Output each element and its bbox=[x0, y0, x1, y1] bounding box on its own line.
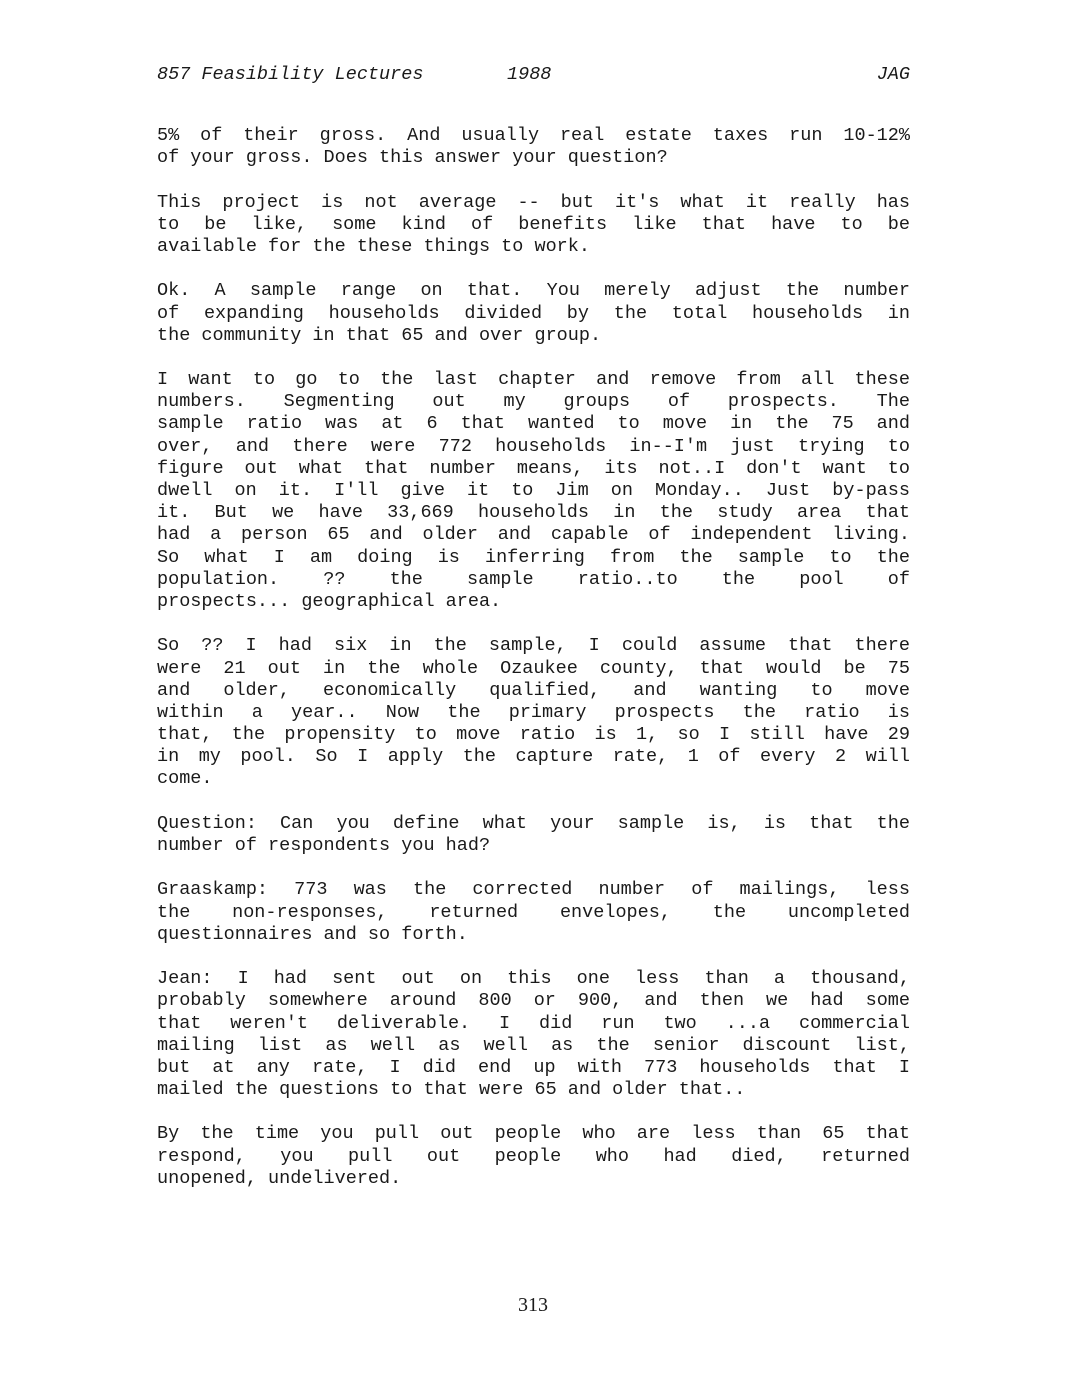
text-line: the community in that 65 and over group. bbox=[157, 324, 602, 346]
text-line: Graaskamp: 773 was the corrected number of mailings, less bbox=[157, 879, 910, 901]
header-year: 1988 bbox=[507, 64, 552, 85]
text-line: Question: Can you define what your sample is, is that the bbox=[157, 812, 910, 834]
header-author: JAG bbox=[876, 64, 910, 85]
text-line: sample ratio was at 6 that wanted to move in the 75 and bbox=[157, 413, 910, 435]
text-line: it. But we have 33,669 households in the study area that bbox=[157, 502, 910, 524]
text-line: Jean: I had sent out on this one less than a thousand, bbox=[157, 968, 910, 990]
text-line: dwell on it. I'll give it to Jim on Monday.. Just by-pass bbox=[157, 480, 910, 501]
text-line: in my pool. So I apply the capture rate, 1 of every 2 will bbox=[157, 746, 910, 768]
text-line: come. bbox=[157, 768, 213, 790]
transcript-paragraph bbox=[157, 369, 910, 613]
text-line: available for the these things to work. bbox=[157, 235, 590, 257]
text-line: By the time you pull out people who are less than 65 that bbox=[157, 1123, 910, 1145]
transcript-paragraph bbox=[157, 635, 910, 790]
text-line: 5% of their gross. And usually real estate taxes run 10-12% bbox=[157, 125, 910, 146]
text-line: respond, you pull out people who had died, returned bbox=[157, 1145, 910, 1167]
transcript-paragraph bbox=[157, 879, 910, 946]
transcript-paragraph bbox=[157, 192, 910, 259]
transcript-paragraph bbox=[157, 968, 910, 1101]
page-number: 313 bbox=[518, 1294, 548, 1316]
transcript-paragraph bbox=[157, 1123, 910, 1190]
transcript-paragraph bbox=[157, 280, 910, 347]
transcript-paragraph bbox=[157, 125, 910, 169]
text-line: mailed the questions to that were 65 and older that.. bbox=[157, 1079, 746, 1101]
text-line: of your gross. Does this answer your question? bbox=[157, 147, 668, 169]
text-line: but at any rate, I did end up with 773 households that I bbox=[157, 1056, 910, 1078]
text-line: questionnaires and so forth. bbox=[157, 923, 468, 945]
text-line: unopened, undelivered. bbox=[157, 1167, 402, 1189]
text-line: within a year.. Now the primary prospects the ratio is bbox=[157, 701, 910, 723]
transcript-paragraph bbox=[157, 813, 910, 857]
text-line: to be like, some kind of benefits like that have to be bbox=[157, 213, 910, 235]
text-line: I want to go to the last chapter and remove from all these bbox=[157, 369, 910, 391]
text-line: that weren't deliverable. I did run two ...a commercial bbox=[157, 1012, 910, 1034]
text-line: So what I am doing is inferring from the sample to the bbox=[157, 546, 910, 568]
text-line: were 21 out in the whole Ozaukee county, that would be 75 bbox=[157, 657, 910, 679]
header-title: 857 Feasibility Lectures bbox=[157, 64, 424, 85]
text-line: number of respondents you had? bbox=[157, 835, 491, 856]
text-line: probably somewhere around 800 or 900, and then we had some bbox=[157, 990, 910, 1012]
text-line: Ok. A sample range on that. You merely adjust the number bbox=[157, 280, 910, 302]
page-header bbox=[157, 62, 910, 88]
text-line: of expanding households divided by the total households in bbox=[157, 302, 910, 324]
text-line: the non-responses, returned envelopes, the uncompleted bbox=[157, 901, 910, 923]
text-line: mailing list as well as well as the senior discount list, bbox=[157, 1034, 910, 1056]
text-line: and older, economically qualified, and wanting to move bbox=[157, 679, 910, 701]
text-line: prospects... geographical area. bbox=[157, 590, 502, 612]
text-line: had a person 65 and older and capable of independent living. bbox=[157, 524, 910, 546]
text-line: population. ?? the sample ratio..to the pool of bbox=[157, 568, 910, 590]
text-line: figure out what that number means, its not..I don't want to bbox=[157, 457, 910, 479]
text-line: So ?? I had six in the sample, I could assume that there bbox=[157, 635, 910, 657]
text-line: that, the propensity to move ratio is 1, so I still have 29 bbox=[157, 724, 910, 746]
transcript-body bbox=[157, 125, 910, 1212]
text-line: numbers. Segmenting out my groups of prospects. The bbox=[157, 391, 910, 413]
text-line: over, and there were 772 households in--I'm just trying to bbox=[157, 435, 910, 457]
text-line: This project is not average -- but it's what it really has bbox=[157, 191, 910, 213]
